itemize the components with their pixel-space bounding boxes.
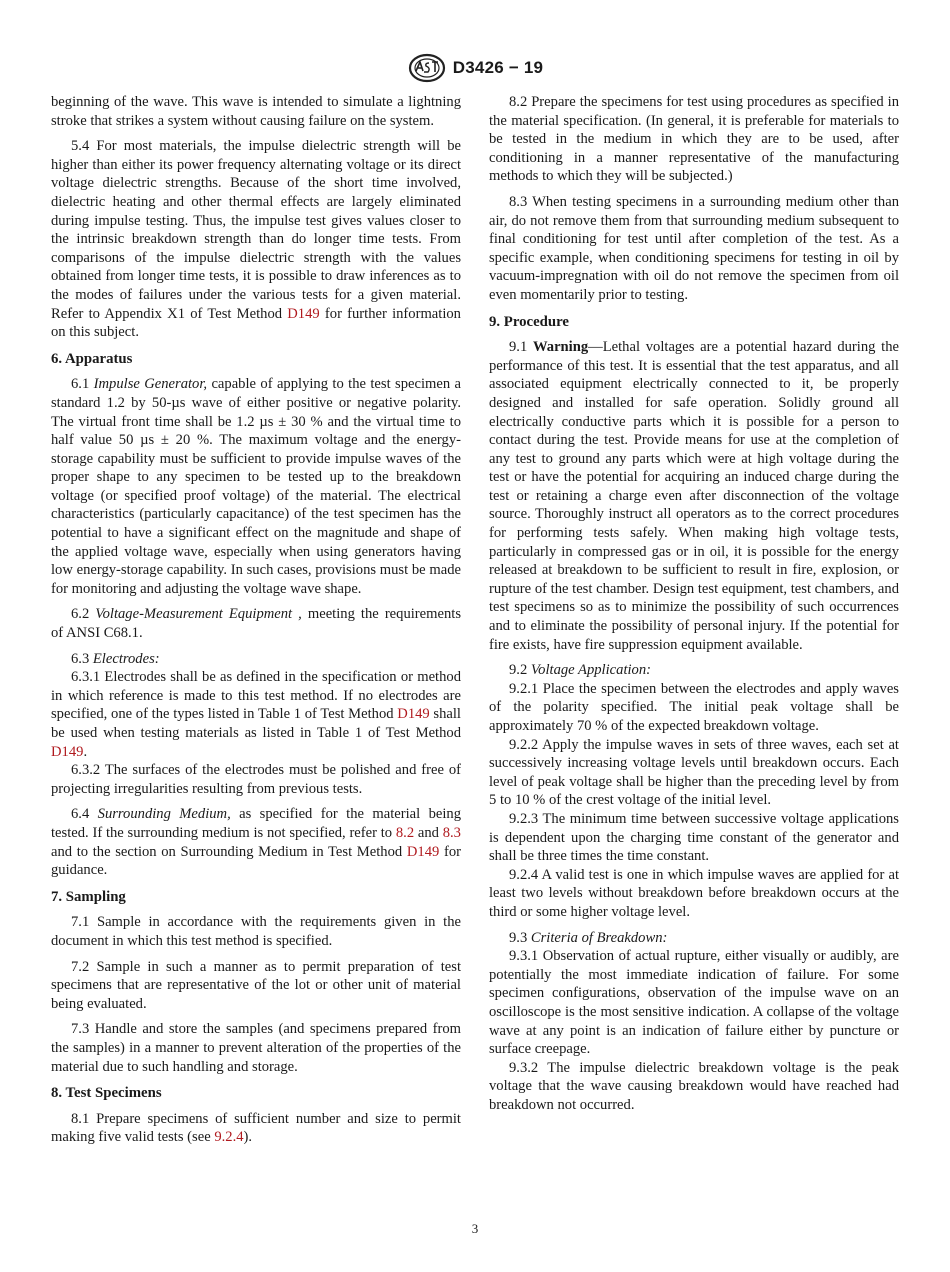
paragraph-6-1: 6.1 Impulse Generator, capable of applying to the test specimen a standard 1.2 by 50-µs wave of either positive or negative polarity. The virtual front time shall be 1.2 µs ± 30 % and the virtual time to half value 50 µs ± 20 %. The maximum voltage and the energy-storage capability must be sufficient to provide impulse waves of the proper shape to any specimen to be tested up to the breakdown voltage (or specified proof voltage) of the material. The electrical characteristics (particularly capacitance) of the test specimen has the potential to have a significant effect on the magnitude and shape of the applied voltage wave, especially when using generators having low energy-storage capability. In such cases, provisions must be made for monitoring and adjusting the voltage wave shape. <box>51 376 461 597</box>
paragraph-6-3-1: 6.3.1 Electrodes shall be as defined in the specification or method in which reference is made to this test method. If no electrodes are specified, one of the types listed in Table 1 of Test Method D149 shall be used when testing materials as listed in Table 1 of Test Method D149. <box>51 669 461 760</box>
paragraph-9-3: 9.3 Criteria of Breakdown: <box>509 929 668 946</box>
link-8-2[interactable]: 8.2 <box>395 824 415 841</box>
link-d149[interactable]: D149 <box>51 743 84 760</box>
paragraph-9-2-4: 9.2.4 A valid test is one in which impulse waves are applied for at least two levels without breakdown before breakdown occurs at the third or some higher voltage level. <box>489 866 899 920</box>
right-column <box>489 93 899 1114</box>
paragraph-9-1: 9.1 Warning—Lethal voltages are a potential hazard during the performance of this test. It is essential that the test apparatus, and all associated equipment electrically connected to it, be properly designed and installed for safe operation. Solidly ground all electrically conductive parts which it is possible for a person to contact during the test. Provide means for use at the completion of any test to ground any parts which were at high voltage during the test or have the potential for acquiring an induced charge during the test or retaining a charge even after disconnection of the voltage source. Thoroughly instruct all operators as to the correct procedures for performing tests safely. When making high voltage tests, particularly in compressed gas or in oil, it is possible for the energy released at breakdown to be sufficient to result in fire, explosion, or rupture of the test chamber. Design test equipment, test chambers, and test specimens so as to minimize the possibility of such occurrences and to eliminate the possibility of personal injury. If the potential for fire exists, have fire suppression equipment available. <box>489 339 899 653</box>
link-d149[interactable]: D149 <box>287 305 320 322</box>
paragraph-9-2-2: 9.2.2 Apply the impulse waves in sets of three waves, each set at successively increasing voltage levels until breakdown occurs. Each level of peak voltage shall be higher than the preceding level by from 5 to 10 % of the crest voltage of the initial level. <box>489 736 899 809</box>
paragraph-6-2: 6.2 Voltage-Measurement Equipment , meeting the requirements of ANSI C68.1. <box>51 606 461 642</box>
paragraph-9-3-1: 9.3.1 Observation of actual rupture, either visually or audibly, are potentially the most immediate indication of failure. For some specimen configurations, observation of the impulse wave on an oscilloscope is the most sensitive indication. A collapse of the voltage wave at any point is an indication of failure either by puncture or surface creepage. <box>489 948 899 1058</box>
paragraph-6-4: 6.4 Surrounding Medium, as specified for the material being tested. If the surrounding medium is not specified, refer to 8.2 and 8.3 and to the section on Surrounding Medium in Test Method D149 for guidance. <box>51 806 461 879</box>
link-d149[interactable]: D149 <box>397 706 430 723</box>
link-8-3[interactable]: 8.3 <box>442 824 461 841</box>
paragraph-7-1: 7.1 Sample in accordance with the requirements given in the document in which this test method is specified. <box>51 914 461 949</box>
paragraph-7-3: 7.3 Handle and store the samples (and specimens prepared from the samples) in a manner to prevent alteration of the properties of the material due to such handling and storage. <box>51 1021 461 1075</box>
page-header <box>0 52 950 89</box>
section-heading-procedure: 9. Procedure <box>489 313 569 330</box>
page-number: 3 <box>471 1221 479 1236</box>
paragraph-9-2-1: 9.2.1 Place the specimen between the electrodes and apply waves of the polarity specified. The initial peak voltage shall be approximately 70 % of the expected breakdown voltage. <box>489 680 899 734</box>
paragraph-8-1: 8.1 Prepare specimens of sufficient number and size to permit making five valid tests (see 9.2.4). <box>51 1110 461 1146</box>
paragraph-7-2: 7.2 Sample in such a manner as to permit preparation of test specimens that are representative of the lot or other unit of material being evaluated. <box>51 958 461 1012</box>
link-d149[interactable]: D149 <box>406 843 440 860</box>
section-heading-apparatus: 6. Apparatus <box>51 350 133 367</box>
section-heading-test-specimens: 8. Test Specimens <box>51 1085 162 1102</box>
section-heading-sampling: 7. Sampling <box>51 888 126 905</box>
link-9-2-4[interactable]: 9.2.4 <box>214 1129 244 1146</box>
paragraph-6-3-2: 6.3.2 The surfaces of the electrodes must be polished and free of projecting irregularities resulting from previous tests. <box>51 762 461 797</box>
paragraph-9-2-3: 9.2.3 The minimum time between successive voltage applications is dependent upon the charging time constant of the generator and shall be three times the time constant. <box>489 810 899 865</box>
paragraph-5-3-continued: beginning of the wave. This wave is intended to simulate a lightning stroke that strikes a system without causing failure on the system. <box>51 94 461 129</box>
paragraph-6-3: 6.3 Electrodes: <box>71 650 160 667</box>
paragraph-8-3: 8.3 When testing specimens in a surrounding medium other than air, do not remove them from that surrounding medium subsequent to final conditioning for test until after completion of the test. As a specific example, when conditioning specimens for testing in oil by vacuum-impregnation with oil do not remove the specimen from oil even momentarily prior to testing. <box>489 193 899 303</box>
left-column <box>51 93 461 1154</box>
paragraph-5-4: 5.4 For most materials, the impulse dielectric strength will be higher than either its power frequency alternating voltage or its direct voltage dielectric strengths. Because of the short time involved, dielectric heating and other thermal effects are largely eliminated during impulse testing. Thus, the impulse test gives values closer to the intrinsic breakdown strength than do longer time tests. From comparisons of the impulse dielectric strength with the values obtained from longer time tests, it is possible to draw inferences as to the modes of failures under the various tests for a given material. Refer to Appendix X1 of Test Method D149 for further information on this subject. <box>51 138 461 341</box>
paragraph-9-2: 9.2 Voltage Application: <box>509 662 652 679</box>
paragraph-8-2: 8.2 Prepare the specimens for test using procedures as specified in the material specification. (In general, it is preferable for materials to be tested in the medium in which they are to be used, after conditioning in a manner representative of the manufacturing methods to which they will be subjected.) <box>489 94 899 185</box>
astm-logo-icon <box>407 52 447 84</box>
paragraph-9-3-2: 9.3.2 The impulse dielectric breakdown voltage is the peak voltage that the wave causing breakdown would have reached had breakdown not occurred. <box>489 1059 899 1113</box>
document-id: D3426 − 19 <box>452 58 544 77</box>
